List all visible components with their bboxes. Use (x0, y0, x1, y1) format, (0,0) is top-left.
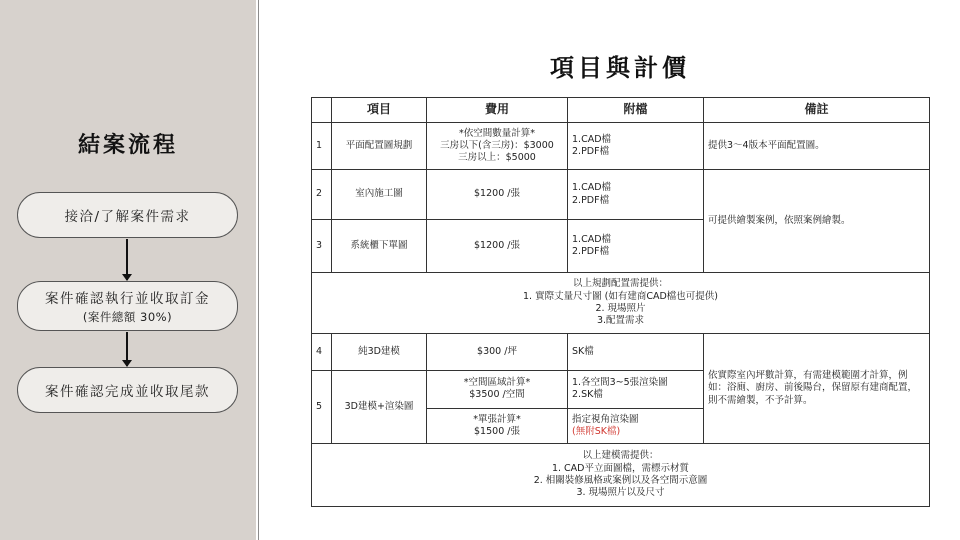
header-cell: 費用 (427, 98, 568, 123)
fee-cell (427, 123, 568, 170)
files-cell: SK檔 (568, 333, 704, 370)
item-cell: 平面配置圖規劃 (332, 123, 427, 170)
row-number: 1 (312, 123, 332, 170)
file-line: 2.PDF檔 (572, 146, 610, 158)
step-sub-label: (案件總額 30%) (82, 310, 173, 324)
file-line: 1.各空間3~5張渲染圖 (572, 377, 668, 389)
requirement-line: 3. 現場照片以及尺寸 (576, 487, 665, 499)
arrow-down-icon (126, 239, 128, 280)
header-cell: 備註 (704, 98, 930, 123)
table-header-row (312, 98, 930, 123)
table-row (312, 123, 930, 170)
fee-cell (427, 370, 568, 409)
planning-requirements (312, 272, 930, 333)
item-cell: 純3D建模 (332, 333, 427, 370)
requirement-line: 1. CAD平立面圖檔，需標示材質 (551, 462, 690, 474)
requirement-line: 2. 相關裝修風格或案例以及各空間示意圖 (533, 474, 708, 486)
file-line: 指定視角渲染圖 (572, 413, 639, 425)
file-line: 1.CAD檔 (572, 182, 612, 194)
step-inquiry (17, 192, 238, 238)
sidebar-panel (0, 0, 256, 540)
fee-line: *單張計算* (473, 413, 521, 425)
arrow-down-icon (126, 332, 128, 366)
item-cell: 3D建模+渲染圖 (332, 370, 427, 443)
fee-line: 三房以上：$5000 (458, 152, 536, 164)
file-line: 2.PDF檔 (572, 194, 610, 206)
requirement-line: 以上規劃配置需提供： (572, 278, 668, 290)
fee-line: 三房以下(含三房)：$3000 (440, 140, 554, 152)
no-sk-file-warning: (無附SK檔) (572, 426, 621, 438)
item-cell: 系統櫃下單圖 (332, 220, 427, 273)
item-cell: 室內施工圖 (332, 170, 427, 220)
page-title: 項目與計價 (550, 53, 690, 82)
fee-line: $3500 /空間 (469, 389, 525, 401)
requirement-line: 3.配置需求 (596, 315, 645, 327)
vertical-divider (258, 0, 259, 540)
row-number: 2 (312, 170, 332, 220)
fee-cell: $1200 /張 (427, 170, 568, 220)
step-deposit (17, 281, 238, 331)
step-label: 案件確認執行並收取訂金 (45, 291, 210, 307)
row-number: 3 (312, 220, 332, 273)
files-cell (568, 170, 704, 220)
table-row (312, 170, 930, 220)
row-number: 5 (312, 370, 332, 443)
note-cell: 可提供繪製案例，依照案例繪製。 (704, 170, 930, 273)
header-cell: 附檔 (568, 98, 704, 123)
files-cell (568, 409, 704, 444)
table-row (312, 333, 930, 370)
step-label: 接洽/了解案件需求 (64, 209, 191, 225)
fee-cell: $1200 /張 (427, 220, 568, 273)
step-final-payment (17, 367, 238, 413)
header-cell: 項目 (332, 98, 427, 123)
file-line: 1.CAD檔 (572, 133, 612, 145)
header-cell (312, 98, 332, 123)
requirement-line: 2. 現場照片 (595, 302, 646, 314)
step-label: 案件確認完成並收取尾款 (45, 384, 210, 400)
requirement-line: 以上建模需提供： (582, 450, 659, 462)
fee-cell: $300 /坪 (427, 333, 568, 370)
table-row (312, 272, 930, 333)
modeling-requirements (312, 443, 930, 506)
file-line: 1.CAD檔 (572, 233, 612, 245)
sidebar-title: 結案流程 (77, 132, 178, 158)
files-cell (568, 370, 704, 409)
files-cell (568, 123, 704, 170)
fee-line: $1500 /張 (474, 426, 520, 438)
fee-line: *依空間數量計算* (458, 127, 535, 139)
requirement-line: 1. 實際丈量尺寸圖 (如有建商CAD檔也可提供) (523, 290, 718, 302)
files-cell (568, 220, 704, 273)
table-row (312, 443, 930, 506)
fee-cell (427, 409, 568, 444)
row-number: 4 (312, 333, 332, 370)
fee-line: *空間區域計算* (463, 377, 531, 389)
file-line: 2.PDF檔 (572, 246, 610, 257)
file-line: 2.SK檔 (572, 389, 603, 401)
note-cell: 提供3～4版本平面配置圖。 (704, 123, 930, 170)
note-cell: 依實際室內坪數計算，有需建模範圍才計算，例如：浴廁、廚房、前後陽台，保留原有建商配置，則不需繪製，不予計算。 (704, 333, 930, 443)
pricing-table (311, 97, 930, 507)
